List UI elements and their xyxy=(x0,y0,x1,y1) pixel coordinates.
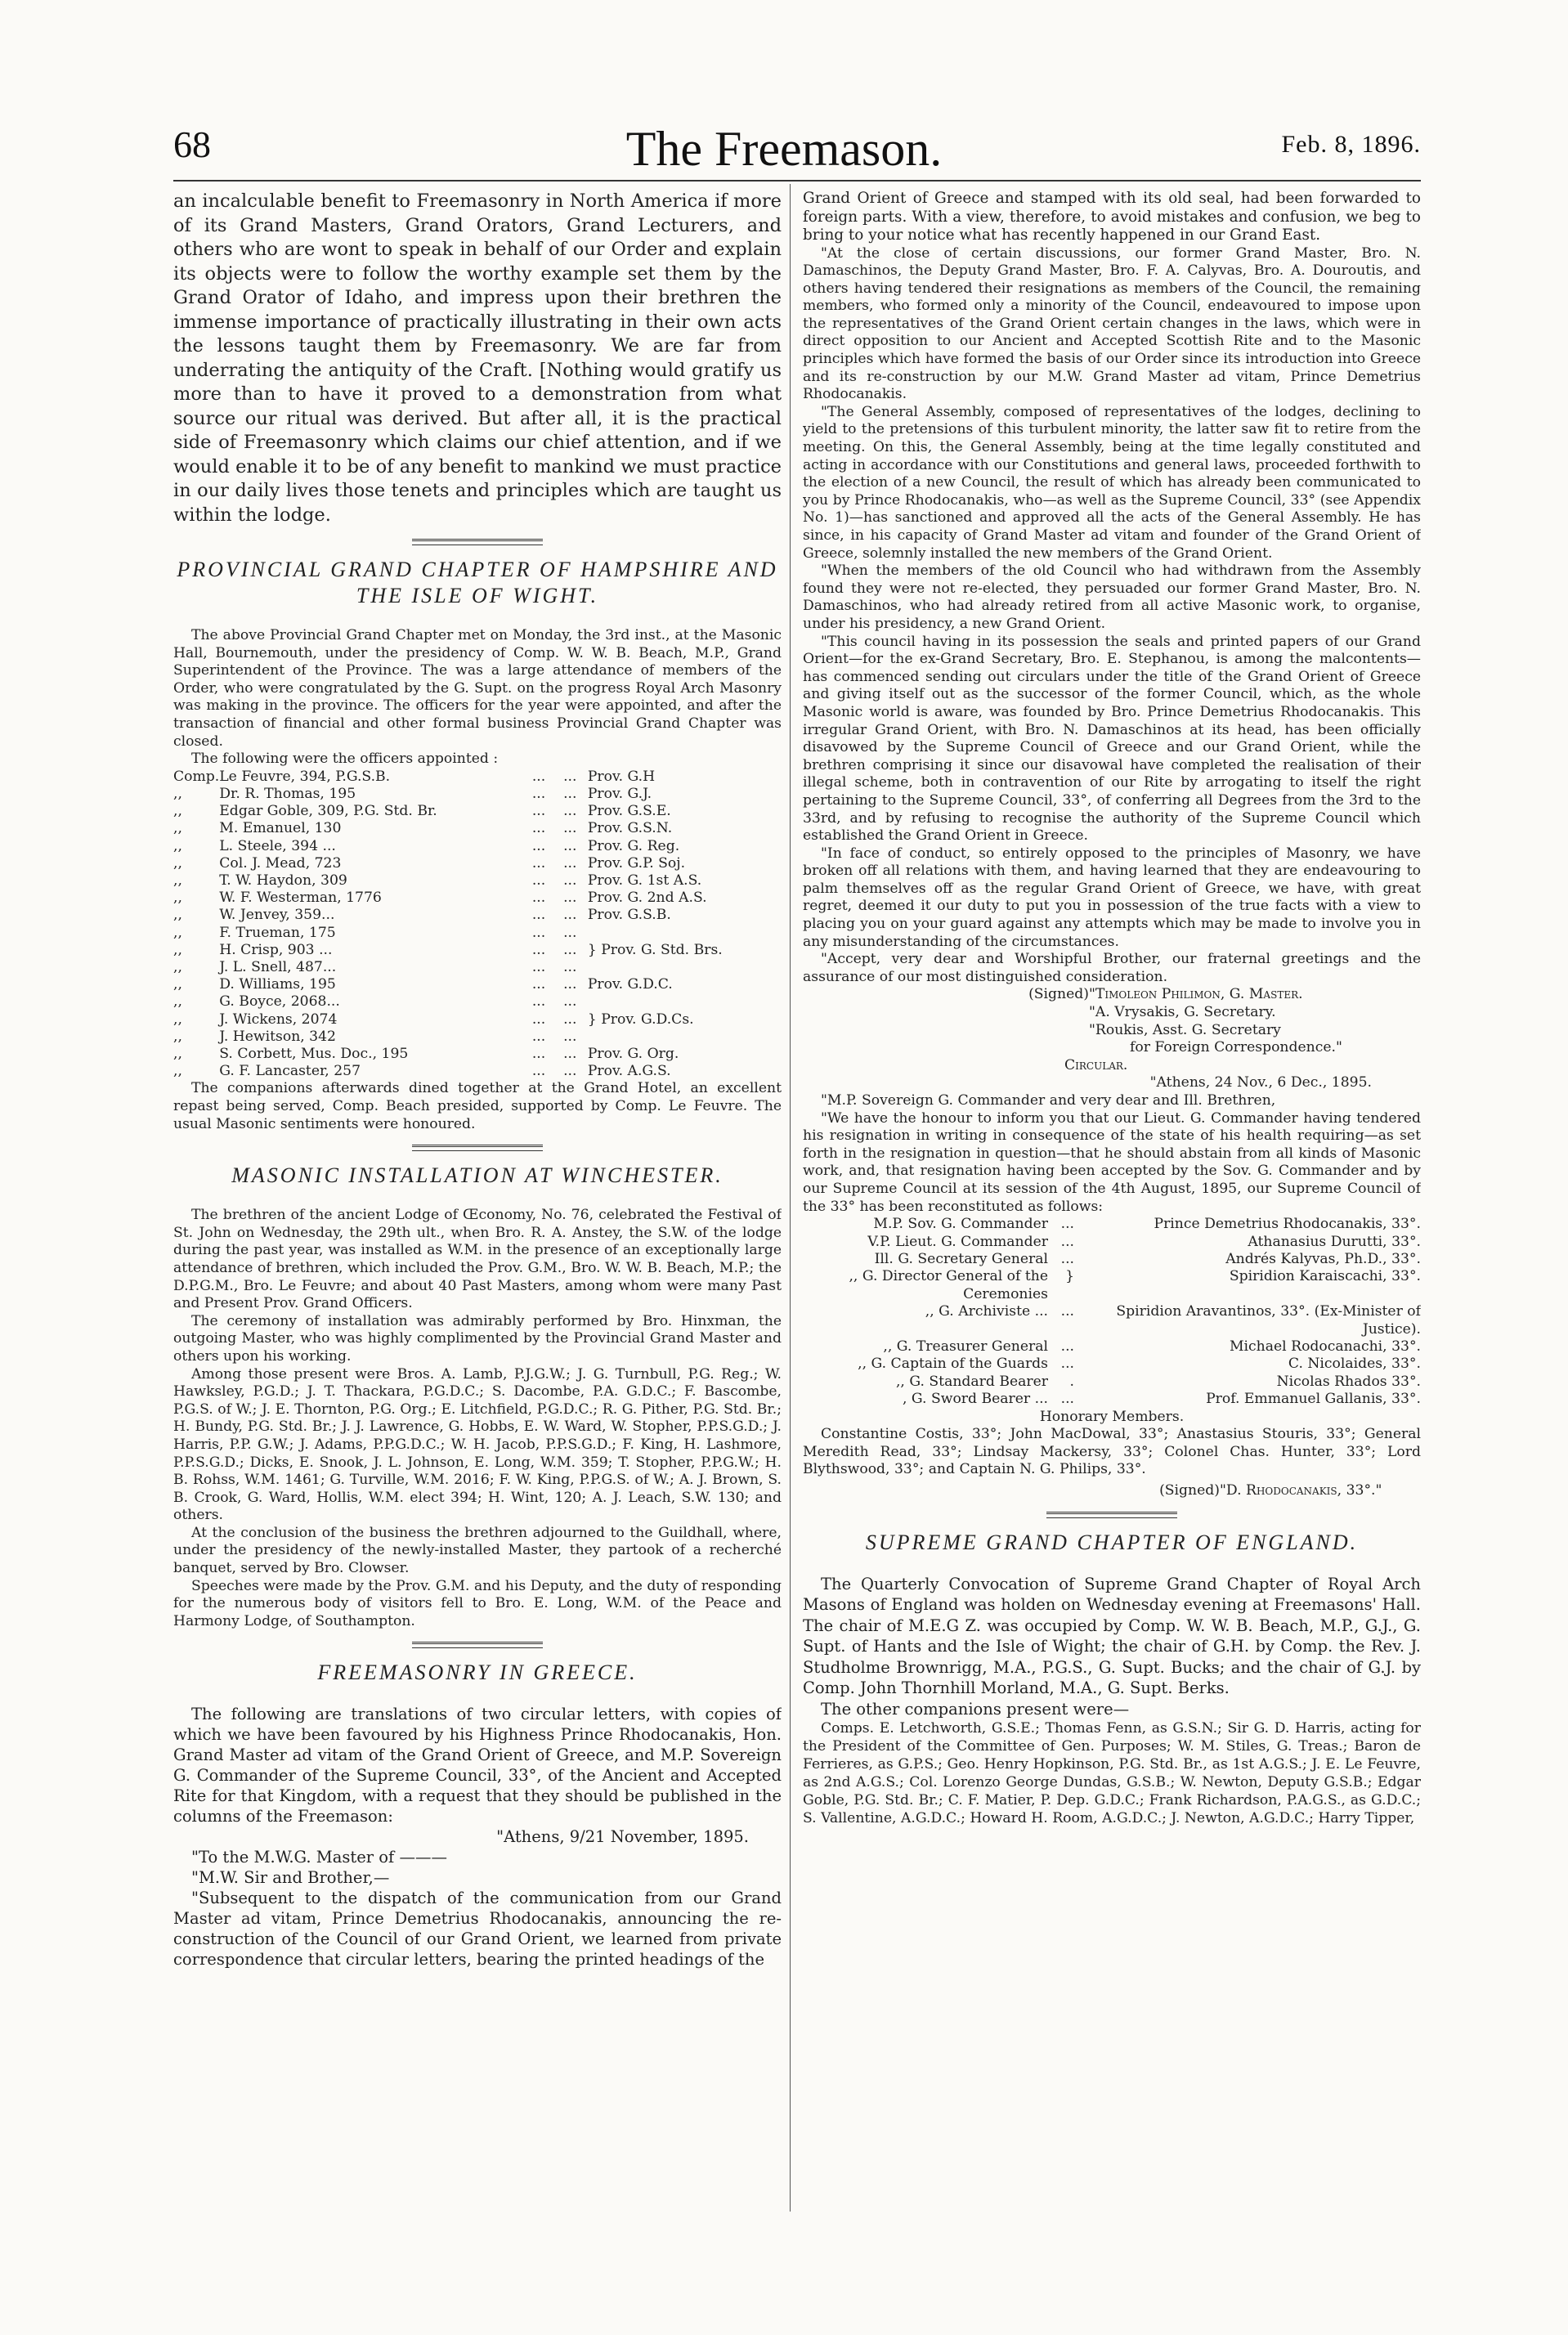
council-member: Prince Demetrius Rhodocanakis, 33°. xyxy=(1154,1216,1421,1233)
paragraph: "We have the honour to inform you that our Lieut. G. Commander having tendered his resignation in writing in consequence of the state of his health requiring—as set forth in the resignation in question—that he should abstain from all kinds of Masonic work, and, that resignation having been accepted by the Sov. G. Commander and by our Supreme Council at its session of the 4th August, 1895, our Supreme Council of the 33° has been reconstituted as follows: xyxy=(803,1109,1421,1215)
section-separator xyxy=(412,539,543,545)
officer-rank: ,, xyxy=(173,837,182,854)
council-member: Michael Rodocanachi, 33°. xyxy=(1229,1338,1421,1355)
officer-name: J. Wickens, 2074 xyxy=(219,1011,338,1028)
table-row xyxy=(173,855,782,872)
table-row xyxy=(173,942,782,959)
paragraph: "The General Assembly, composed of representatives of the lodges, declining to yield to the pretensions of this turbulent minority, the latter saw fit to retire from the meeting. On this, the General Assembly, being at the time legally constituted and acting in accordance with our Constitutions and general laws, proceeded forthwith to the election of a new Council, the result of which has already been communicated to you by Prince Rhodocanakis, who—as well as the Supreme Council, 33° (see Appendix No. 1)—has sanctioned and approved all the acts of the General Assembly. He has since, in his capacity of Grand Master ad vitam and founder of the Grand Orient of Greece, solemnly installed the new members of the Grand Orient. xyxy=(803,403,1421,562)
officer-office: Prov. G. 2nd A.S. xyxy=(587,890,707,907)
table-row xyxy=(173,1029,782,1046)
leader-dots: ... xyxy=(1060,1338,1074,1355)
officer-rank: ,, xyxy=(173,993,182,1011)
leader-dots: ... ... xyxy=(531,958,577,975)
leader-dots: ... ... xyxy=(531,924,577,941)
leader-dots: ... ... xyxy=(531,1063,577,1080)
table-row xyxy=(803,1216,1421,1233)
council-member: Spiridion Karaiscachi, 33°. xyxy=(1229,1268,1421,1285)
council-office: ,, G. Treasurer General xyxy=(883,1338,1048,1355)
officer-office: Prov. A.G.S. xyxy=(587,1063,671,1080)
table-row xyxy=(173,890,782,907)
council-office: ,, G. Standard Bearer xyxy=(895,1373,1048,1390)
council-office: ,, G. Director General of the Ceremonies xyxy=(849,1268,1048,1302)
paragraph: Grand Orient of Greece and stamped with its old seal, had been forwarded to foreign parts. With a view, therefore, to avoid mistakes and confusion, we beg to bring to your notice what has recently happened in our Grand East. xyxy=(803,190,1421,244)
table-row xyxy=(173,820,782,837)
officer-name: W. F. Westerman, 1776 xyxy=(219,890,382,907)
council-table xyxy=(803,1216,1421,1408)
table-row xyxy=(173,1011,782,1029)
council-member: Athanasius Durutti, 33°. xyxy=(1248,1233,1421,1250)
leader-dots: ... xyxy=(1060,1250,1074,1267)
honorary-list: Constantine Costis, 33°; John MacDowal, 33°; Anastasius Stouris, 33°; General Meredith Read, 33°; Lindsay Mackersy, 33°; Colonel Chas. Hunter, 33°; Lord Blythswood, 33°; and Captain N. G. Philips, 33°. xyxy=(803,1426,1421,1478)
table-row xyxy=(803,1338,1421,1356)
table-row xyxy=(173,976,782,993)
leader-dots: ... ... xyxy=(531,976,577,993)
signed-label: (Signed) xyxy=(1159,1482,1220,1499)
circular-heading: Circular. xyxy=(1064,1056,1128,1073)
signature-line: "D. Rhodocanakis, 33°." xyxy=(1220,1482,1382,1499)
table-row xyxy=(173,925,782,942)
paragraph: "In face of conduct, so entirely opposed to the principles of Masonry, we have broken off all relations with them, and having learned that they are endeavouring to palm themselves off as the regular Grand Orient of Greece, we have, with great regret, deemed it our duty to put you in possession of the true facts with a view to placing you on your guard against any attempts which may be made to involve you in any misunderstanding of the circumstances. xyxy=(803,845,1421,950)
officer-rank: ,, xyxy=(173,785,182,802)
officer-name: D. Williams, 195 xyxy=(219,976,336,993)
leader-dots: ... ... xyxy=(531,941,577,958)
leader-dots: ... ... xyxy=(531,837,577,854)
letter-addressee: "To the M.W.G. Master of ——— xyxy=(191,1848,447,1867)
council-office: ,, G. Captain of the Guards xyxy=(858,1356,1048,1373)
officer-rank: ,, xyxy=(173,941,182,958)
council-office: ,, G. Archiviste ... xyxy=(925,1303,1048,1320)
section-separator xyxy=(412,1642,543,1648)
paragraph: "At the close of certain discussions, our former Grand Master, Bro. N. Damaschinos, the Deputy Grand Master, Bro. F. A. Calyvas, Bro. A. Douroutis, and others having tendered their resignations as members of the Council, the remaining members, who formed only a minority of the Council, endeavoured to impose upon the representatives of the Grand Orient certain changes in the laws, which were in direct opposition to our Ancient and Accepted Scottish Rite and to the Masonic principles which have formed the basis of our Order since its introduction into Greece and its re-construction by our M.W. Grand Master ad vitam, Prince Demetrius Rhodocanakis. xyxy=(803,244,1421,403)
table-row xyxy=(173,803,782,820)
officer-name: W. Jenvey, 359... xyxy=(219,907,335,924)
signed-label: (Signed) xyxy=(1028,986,1089,1003)
leader-dots: ... ... xyxy=(531,854,577,872)
leader-dots: ... ... xyxy=(531,1028,577,1045)
paragraph: Among those present were Bros. A. Lamb, P.J.G.W.; J. G. Turnbull, P.G. Reg.; W. Hawksley, P.G.D.; J. T. Thackara, P.G.D.C.; S. Dacombe, P.A. G.D.C.; F. Bascombe, P.G.S. of W.; J. E. Thornton, P.G. Org.; E. Litchfield, P.G.D.C.; R. G. Pither, P.G. Std. Br.; H. Bundy, P.G. Std. Br.; J. J. Lawrence, G. Hobbs, E. W. Ward, W. Stopher, P.P.S.G.D.; J. Harris, P.P. G.W.; J. Adams, P.P.G.D.C.; W. H. Jacob, P.P.S.G.D.; F. King, H. Lashmore, P.P.S.G.D.; Dicks, E. Snook, J. L. Johnson, E. Long, W.M. 359; T. Stopher, P.P.G.W.; H. B. Rohss, W.M. 1461; G. Turville, W.M. 2016; F. W. King, P.P.G.S. of W.; A. J. Brown, S. B. Crook, G. Ward, Hollis, W.M. elect 394; H. Wint, 120; A. J. Leach, S.W. 130; and others. xyxy=(173,1365,782,1524)
officer-rank: ,, xyxy=(173,872,182,889)
officer-office: Prov. G. Reg. xyxy=(587,837,680,854)
officer-rank: ,, xyxy=(173,1028,182,1045)
signature-line: "Roukis, Asst. G. Secretary xyxy=(1089,1021,1281,1038)
section-title-supreme: SUPREME GRAND CHAPTER OF ENGLAND. xyxy=(865,1530,1359,1554)
paragraph: The other companions present were— xyxy=(821,1699,1130,1719)
officer-rank: ,, xyxy=(173,976,182,993)
circular-salutation: "M.P. Sovereign G. Commander and very dear and Ill. Brethren, xyxy=(821,1092,1276,1109)
column-rule xyxy=(790,184,791,2212)
honorary-heading: Honorary Members. xyxy=(1039,1408,1185,1425)
officer-name: L. Steele, 394 ... xyxy=(219,837,336,854)
table-row xyxy=(173,993,782,1011)
paragraph: "When the members of the old Council who had withdrawn from the Assembly found they were not re-elected, they persuaded our former Grand Master, Bro. N. Damaschinos, who had already retired from all active Masonic work, to organise, under his presidency, a new Grand Orient. xyxy=(803,562,1421,632)
officer-office: Prov. G.H xyxy=(587,768,656,785)
council-member: Spiridion Aravantinos, 33°. (Ex-Minister of Justice). xyxy=(1116,1303,1421,1338)
officer-rank: ,, xyxy=(173,854,182,872)
leader-dots: ... ... xyxy=(531,820,577,837)
circular-dateline: "Athens, 24 Nov., 6 Dec., 1895. xyxy=(1149,1074,1372,1091)
letter-dateline: "Athens, 9/21 November, 1895. xyxy=(496,1827,749,1847)
paragraph: The Quarterly Convocation of Supreme Grand Chapter of Royal Arch Masons of England was holden on Wednesday evening at Freemasons' Hall. The chair of M.E.G Z. was occupied by Comp. W. W. B. Beach, M.P., G.J., G. Supt. of Hants and the Isle of Wight; the chair of G.H. by Comp. the Rev. J. Studholme Brownrigg, M.A., P.G.S., G. Supt. Bucks; and the chair of G.J. by Comp. John Thornhill Morland, M.A., G. Supt. Berks. xyxy=(803,1574,1421,1698)
officer-name: Edgar Goble, 309, P.G. Std. Br. xyxy=(219,803,437,820)
officer-name: Col. J. Mead, 723 xyxy=(219,854,342,872)
right-column xyxy=(803,190,1421,1827)
paragraph: "Accept, very dear and Worshipful Brother, our fraternal greetings and the assurance of our most distinguished consideration. xyxy=(803,951,1421,985)
council-member: C. Nicolaides, 33°. xyxy=(1288,1356,1421,1373)
signature-line: "A. Vrysakis, G. Secretary. xyxy=(1089,1004,1276,1021)
leader-dots: ... ... xyxy=(531,785,577,802)
table-row xyxy=(803,1234,1421,1251)
officer-rank: ,, xyxy=(173,907,182,924)
paragraph: At the conclusion of the business the brethren adjourned to the Guildhall, where, under the presidency of the newly-installed Master, they partook of a recherché banquet, served by Bro. Clowser. xyxy=(173,1524,782,1577)
officer-office: Prov. G.S.E. xyxy=(587,803,671,820)
officer-office: Prov. G.S.B. xyxy=(587,907,671,924)
officer-office: Prov. G.J. xyxy=(587,785,652,802)
paragraph: The brethren of the ancient Lodge of Œconomy, No. 76, celebrated the Festival of St. John on Wednesday, the 29th ult., when Bro. R. A. Anstey, the S.W. of the lodge during the past year, was installed as W.M. in the presence of an exceptionally large attendance of brethren, which included the Prov. G.M., Bro. W. W. B. Beach, M.P.; the D.P.G.M., Bro. Le Feuvre; and about 40 Past Masters, among whom were many Past and Present Prov. Grand Officers. xyxy=(173,1207,782,1312)
officers-table xyxy=(173,769,782,1081)
officer-name: J. Hewitson, 342 xyxy=(219,1028,336,1045)
officer-office: } Prov. G. Std. Brs. xyxy=(587,941,723,958)
left-column xyxy=(173,190,782,1970)
officer-rank: ,, xyxy=(173,1011,182,1028)
officer-rank: ,, xyxy=(173,803,182,820)
officer-office: Prov. G. 1st A.S. xyxy=(587,872,702,889)
council-office: V.P. Lieut. G. Commander xyxy=(867,1233,1048,1250)
leader-dots: ... ... xyxy=(531,1046,577,1062)
officer-office xyxy=(580,925,782,942)
officer-office: Prov. G. Org. xyxy=(587,1046,679,1062)
table-row xyxy=(803,1391,1421,1408)
table-row xyxy=(803,1374,1421,1391)
paragraph: Comps. E. Letchworth, G.S.E.; Thomas Fenn, as G.S.N.; Sir G. D. Harris, acting for the President of the Committee of Gen. Purposes; W. M. Stiles, G. Treas.; Baron de Ferrieres, as G.P.S.; Geo. Henry Hopkinson, P.G. Std. Br., as 1st A.G.S.; J. E. Le Feuvre, as 2nd A.G.S.; Col. Lorenzo George Dundas, G.S.B.; W. Newton, Deputy G.S.B.; Edgar Goble, P.G. Std. Br.; C. F. Matier, P. Dep. G.D.C.; Frank Richardson, P.A.G.S., as G.D.C.; S. Vallentine, A.G.D.C.; Howard H. Room, A.G.D.C.; J. Newton, A.G.D.C.; Harry Tipper, xyxy=(803,1720,1421,1827)
masthead-title: The Freemason. xyxy=(625,122,943,176)
table-row xyxy=(803,1268,1421,1303)
table-row xyxy=(173,1063,782,1080)
leader-dots: ... ... xyxy=(531,768,577,785)
page-number: 68 xyxy=(173,123,211,165)
officer-office: Prov. G.D.C. xyxy=(587,976,673,993)
officer-name: T. W. Haydon, 309 xyxy=(219,872,347,889)
paragraph: Speeches were made by the Prov. G.M. and his Deputy, and the duty of responding for the numerous body of visitors fell to Bro. E. Long, W.M. of the Peace and Harmony Lodge, of Southampton. xyxy=(173,1577,782,1629)
leader-dots: ... xyxy=(1060,1356,1074,1373)
leader-dots: ... xyxy=(1060,1216,1074,1233)
officer-name: H. Crisp, 903 ... xyxy=(219,941,333,958)
paragraph: The following were the officers appointed : xyxy=(191,751,499,768)
table-row xyxy=(173,872,782,890)
council-office: M.P. Sov. G. Commander xyxy=(873,1216,1048,1233)
leader-dots: ... ... xyxy=(531,803,577,820)
council-member: Andrés Kalyvas, Ph.D., 33°. xyxy=(1225,1250,1421,1267)
officer-name: G. Boyce, 2068... xyxy=(219,993,340,1011)
officer-rank: ,, xyxy=(173,1063,182,1080)
officer-rank: ,, xyxy=(173,890,182,907)
leader-dots: ... xyxy=(1060,1391,1074,1408)
issue-date: Feb. 8, 1896. xyxy=(1281,131,1421,158)
officer-name: S. Corbett, Mus. Doc., 195 xyxy=(219,1046,409,1062)
officer-rank: Comp. xyxy=(173,768,220,785)
table-row xyxy=(173,786,782,803)
signature-line: "Timoleon Philimon, G. Master. xyxy=(1089,986,1303,1003)
header-rule xyxy=(173,180,1421,182)
council-office: Ill. G. Secretary General xyxy=(874,1250,1048,1267)
paragraph: "Subsequent to the dispatch of the communication from our Grand Master ad vitam, Prince Demetrius Rhodocanakis, announcing the re-construction of the Council of our Grand Orient, we learned from private correspondence that circular letters, bearing the printed headings of the xyxy=(173,1889,782,1970)
table-row xyxy=(173,907,782,924)
leader-dots: ... ... xyxy=(531,1011,577,1028)
signature-block xyxy=(803,986,1421,1004)
leader-dots: ... xyxy=(1060,1233,1074,1250)
officer-name: Dr. R. Thomas, 195 xyxy=(219,785,356,802)
leader-dots: ... ... xyxy=(531,890,577,907)
paragraph: The ceremony of installation was admirably performed by Bro. Hinxman, the outgoing Master, who was highly complimented by the Provincial Grand Master and others upon his working. xyxy=(173,1312,782,1365)
letter-salutation: "M.W. Sir and Brother,— xyxy=(191,1868,390,1888)
officer-rank: ,, xyxy=(173,820,182,837)
leader-dots: ... ... xyxy=(531,907,577,924)
leader-dots: } xyxy=(1065,1268,1074,1285)
paragraph: The above Provincial Grand Chapter met on Monday, the 3rd inst., at the Masonic Hall, Bournemouth, under the presidency of Comp. W. W. B. Beach, M.P., Grand Superintendent of the Province. The was a large attendance of members of the Order, who were congratulated by the G. Supt. on the progress Royal Arch Masonry was making in the province. The officers for the year were appointed, and after the transaction of financial and other formal business Provincial Grand Chapter was closed. xyxy=(173,627,782,750)
officer-rank: ,, xyxy=(173,924,182,941)
leader-dots: ... ... xyxy=(531,872,577,889)
officer-office: Prov. G.P. Soj. xyxy=(587,854,686,872)
paragraph: "This council having in its possession the seals and printed papers of our Grand Orient—for the ex-Grand Secretary, Bro. E. Stephanou, is among the malcontents—has commenced sending out circulars under the title of the Grand Orient of Greece and giving itself out as the successor of the former Council, which, as the whole Masonic world is aware, was founded by Bro. Prince Demetrius Rhodocanakis. This irregular Grand Orient, with Bro. N. Damaschinos at its head, has been officially disavowed by the Supreme Council of Greece and our Grand Orient, while the brethren comprising it since our disavowal have completed the realisation of their illegal scheme, both in contravention of our Rite by arrogating to itself the right pertaining to the Supreme Council, 33°, of conferring all Degrees from the 3rd to the 33rd, and by refusing to recognise the authority of the Supreme Council which established the Grand Orient in Greece. xyxy=(803,633,1421,845)
council-member: Nicolas Rhados 33°. xyxy=(1276,1373,1421,1390)
officer-office: Prov. G.S.N. xyxy=(587,820,673,837)
signature-line: for Foreign Correspondence." xyxy=(1130,1039,1342,1056)
officer-rank: ,, xyxy=(173,1046,182,1062)
officer-name: J. L. Snell, 487... xyxy=(219,958,337,975)
leader-dots: ... ... xyxy=(531,993,577,1011)
officer-office xyxy=(580,993,782,1011)
council-office: , G. Sword Bearer ... xyxy=(903,1391,1048,1408)
officer-name: Le Feuvre, 394, P.G.S.B. xyxy=(219,768,391,785)
officer-office: } Prov. G.D.Cs. xyxy=(587,1011,694,1028)
section-separator xyxy=(412,1145,543,1151)
paragraph: The following are translations of two circular letters, with copies of which we have been favoured by his Highness Prince Rhodocanakis, Hon. Grand Master ad vitam of the Grand Orient of Greece, and M.P. Sovereign G. Commander of the Supreme Council, 33°, of the Ancient and Accepted Rite for that Kingdom, with a request that they should be published in the columns of the Freemason: xyxy=(173,1705,782,1826)
council-member: Prof. Emmanuel Gallanis, 33°. xyxy=(1206,1391,1421,1408)
article-continuation: an incalculable benefit to Freemasonry in North America if more of its Grand Masters, Grand Orators, Grand Lecturers, and others who are wont to speak in behalf of our Order and explain its objects were to follow the worthy example set them by the Grand Orator of Idaho, and impress upon their brethren the immense importance of practically illustrating in their own acts the lessons taught them by Freemasonry. We are far from underrating the antiquity of the Craft. [Nothing would gratify us more than to have it proved to a demonstration from what source our ritual was derived. But after all, it is the practical side of Freemasonry which claims our chief attention, and if we would enable it to be of any benefit to mankind we must practice in our daily lives those tenets and principles which are taught us within the lodge. xyxy=(173,190,782,526)
table-row xyxy=(173,959,782,976)
officer-office xyxy=(580,1029,782,1046)
officer-rank: ,, xyxy=(173,958,182,975)
leader-dots: ... xyxy=(1060,1303,1074,1320)
leader-dots: . xyxy=(1069,1373,1074,1390)
section-separator xyxy=(1046,1512,1177,1518)
signature-block xyxy=(803,1482,1421,1500)
table-row xyxy=(803,1356,1421,1373)
paragraph: The companions afterwards dined together at the Grand Hotel, an excellent repast being served, Comp. Beach presided, supported by Comp. Le Feuvre. The usual Masonic sentiments were honoured. xyxy=(173,1080,782,1132)
table-row xyxy=(173,1046,782,1063)
officer-name: F. Trueman, 175 xyxy=(219,924,336,941)
officer-name: G. F. Lancaster, 257 xyxy=(219,1063,361,1080)
officer-name: M. Emanuel, 130 xyxy=(219,820,342,837)
table-row xyxy=(173,769,782,786)
section-title-hampshire: PROVINCIAL GRAND CHAPTER OF HAMPSHIRE AND THE ISLE OF WIGHT. xyxy=(177,558,778,607)
table-row xyxy=(803,1251,1421,1268)
section-title-winchester: MASONIC INSTALLATION AT WINCHESTER. xyxy=(231,1163,724,1188)
table-row xyxy=(803,1303,1421,1338)
section-title-greece: FREEMASONRY IN GREECE. xyxy=(317,1660,638,1685)
table-row xyxy=(173,838,782,855)
officer-office xyxy=(580,959,782,976)
